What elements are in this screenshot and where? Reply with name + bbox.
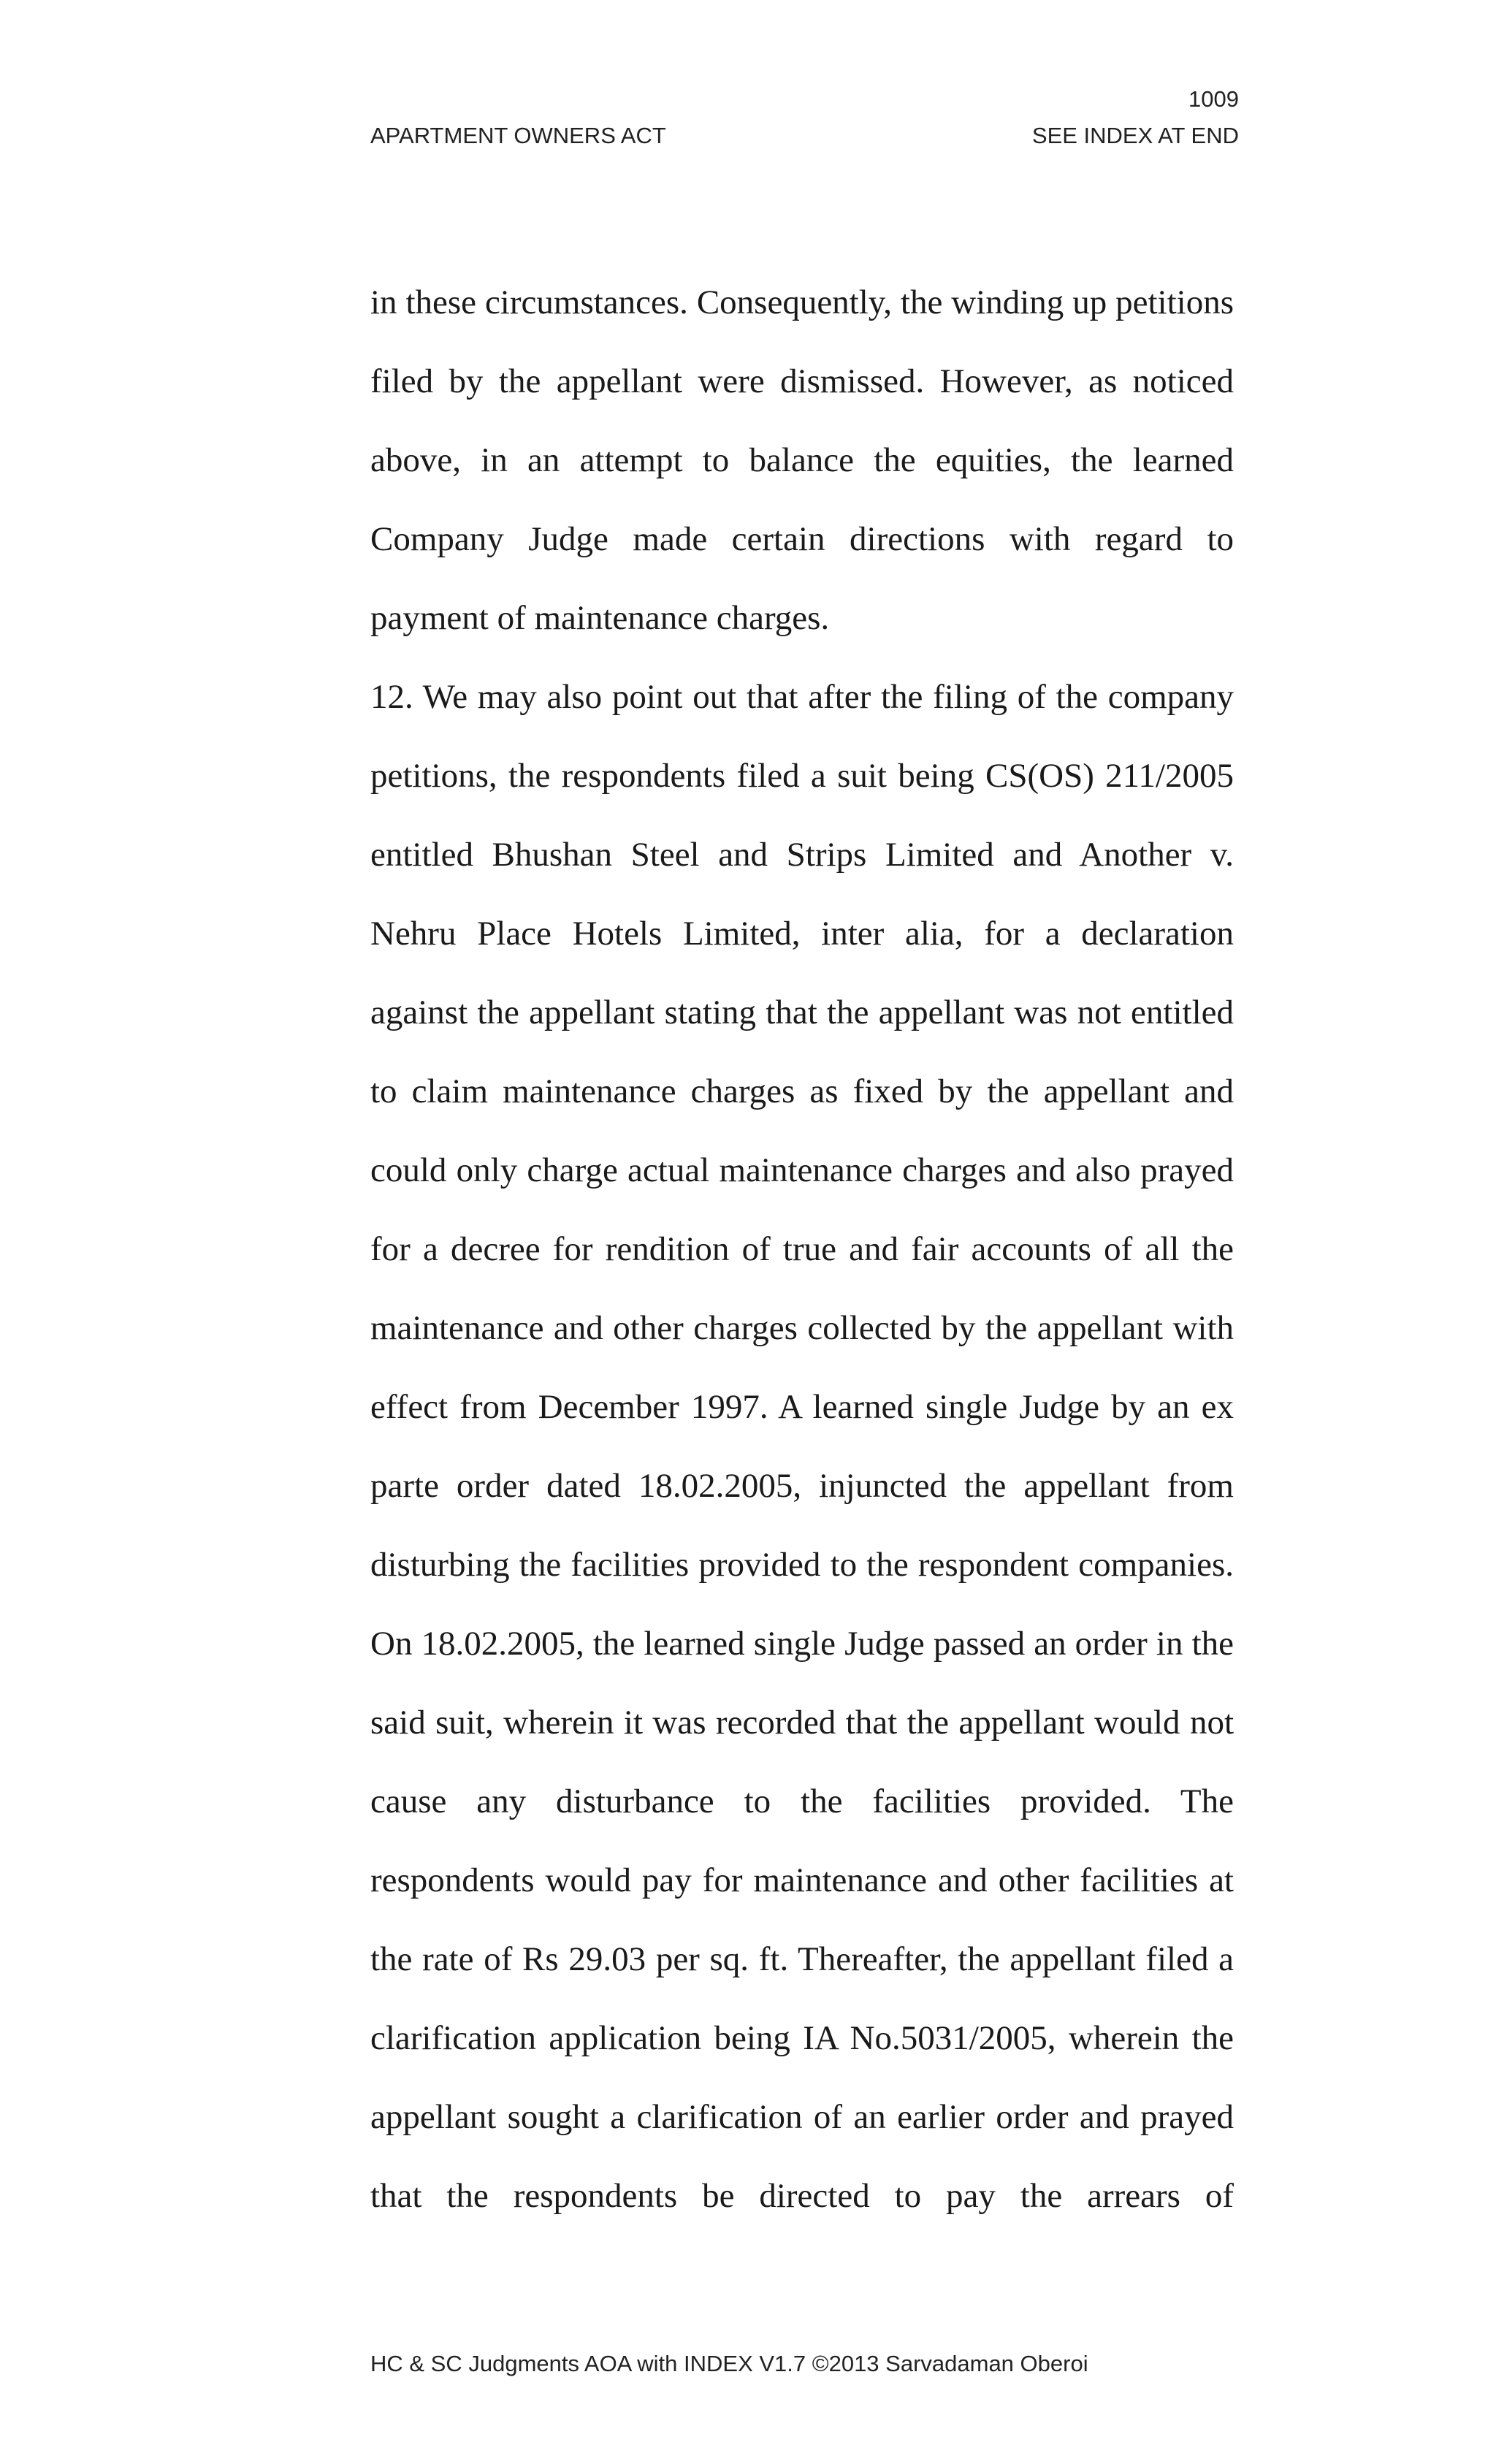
paragraph-12: 12. We may also point out that after the filing of the company petitions, the respondents filed a suit being CS(OS) 211/2005 entitled Bhushan Steel and Strips Limited and Another v. Nehru Place Hotels Limited, inter alia, for a declaration against the appellant stating that the appellant was not entitled to claim maintenance charges as fixed by the appellant and could only charge actual maintenance charges and also prayed for a decree for rendition of true and fair accounts of all the maintenance and other charges collected by the appellant with effect from December 1997. A learned single Judge by an ex parte order dated 18.02.2005, injuncted the appellant from disturbing the facilities provided to the respondent companies. On 18.02.2005, the learned single Judge passed an order in the said suit, wherein it was recorded that the appellant would not cause any disturbance to the facilities provided. The respondents would pay for maintenance and other facilities at the rate of Rs 29.03 per sq. ft. Thereafter, the appellant filed a clarification application being IA No.5031/2005, wherein the appellant sought a clarification of an earlier order and prayed that the respondents be directed to pay the arrears of <box>370 678 1234 2215</box>
running-header-title: APARTMENT OWNERS ACT <box>370 123 666 148</box>
page-footer: HC & SC Judgments AOA with INDEX V1.7 ©2013 Sarvadaman Oberoi <box>370 2351 1088 2376</box>
paragraph-continued: in these circumstances. Consequently, the winding up petitions filed by the appellant were dismissed. However, as noticed above, in an attempt to balance the equities, the learned Company Judge made certain directions with regard to payment of maintenance charges. <box>370 283 1234 637</box>
document-body <box>370 263 1234 2235</box>
page-number: 1009 <box>1188 86 1239 112</box>
running-header-index-note: SEE INDEX AT END <box>1031 123 1239 148</box>
